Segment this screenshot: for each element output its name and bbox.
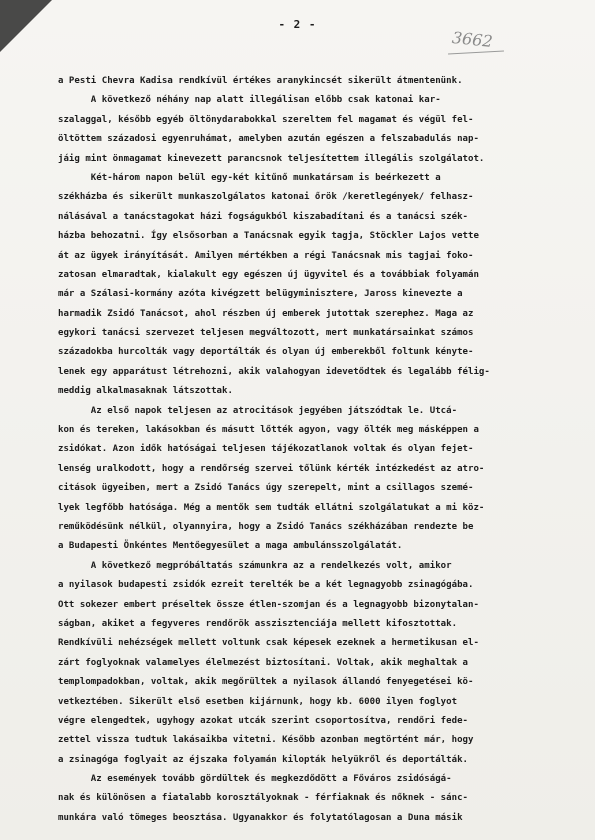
text-line: székházba és sikerült munkaszolgálatos katonai őrök /keretlegények/ felhasz- [58, 192, 474, 203]
text-line: a zsinagóga foglyait az éjszaka folyamán kilopták helyükről és deportálták. [58, 754, 469, 765]
text-line: a Pesti Chevra Kadisa rendkívül értékes aranykincsét sikerült átmentenünk. [58, 76, 463, 86]
text-line: A következő megpróbáltatás számunkra az a rendelkezés volt, amikor [58, 560, 452, 571]
text-line: templompadokban, voltak, akik megőrültek a nyilasok állandó fenyegetései kö- [58, 677, 474, 688]
text-line: A következő néhány nap alatt illegálisan előbb csak katonai kar- [58, 95, 441, 106]
text-line: nálásával a tanácstagokat házi fogságukból kiszabadítani és a tanácsi szék- [58, 211, 469, 222]
text-line: Ott sokezer embert préseltek össze étlen-szomjan és a legnagyobb bizonytalan- [58, 599, 479, 610]
text-line: ságban, akiket a fegyveres rendőrök asszisztenciája mellett kifosztottak. [58, 618, 458, 629]
text-line: már a Szálasi-kormány azóta kivégzett belügyminisztere, Jaross kinevezte a [58, 289, 463, 300]
text-line: Az első napok teljesen az atrocitások jegyében játszódtak le. Utcá- [58, 405, 458, 416]
text-line: Az események tovább gördültek és megkezdődött a Főváros zsidóságá- [58, 774, 452, 785]
text-line: zsidókat. Azon idők hatóságai teljesen tájékozatlanok voltak és olyan fejet- [58, 444, 474, 455]
text-line: citások ügyeiben, mert a Zsidó Tanács úgy szerepelt, mint a csillagos szemé- [58, 483, 474, 494]
text-line: zettel vissza tudtuk lakásaikba vitetni. Később azonban megtörtént már, hogy [58, 735, 474, 746]
text-line: munkára való tömeges beosztása. Ugyanakkor és folytatólagosan a Duna másik [58, 812, 463, 823]
text-line: zatosan elmaradtak, kialakult egy egészen új ügyvitel és a továbbiak folyamán [58, 269, 479, 280]
typewritten-text [58, 72, 550, 828]
handwritten-note: 3662 [451, 27, 494, 52]
text-line: kon és tereken, lakásokban és másutt lőtték agyon, vagy ölték meg másképpen a [58, 425, 479, 436]
text-line: vetkeztében. Sikerült első esetben kijárnunk, hogy kb. 6000 ilyen foglyot [58, 696, 458, 707]
text-line: házba behozatni. Így elsősorban a Tanácsnak egyik tagja, Stöckler Lajos vette [58, 231, 479, 242]
text-line: öltöttem századosi egyenruhámat, amelyben azután egészen a felszabadulás nap- [58, 134, 479, 145]
text-line: át az ügyek irányítását. Amilyen mértékben a régi Tanácsnak mis tagjai foko- [58, 250, 474, 261]
text-line: harmadik Zsidó Tanácsot, ahol részben új emberek jutottak szerephez. Maga az [58, 308, 474, 319]
handwritten-underline [448, 51, 504, 55]
text-line: lenek egy apparátust létrehozni, akik valahogyan idevetődtek és legalább félig- [58, 366, 490, 377]
text-line: Két-három napon belül egy-két kitűnő munkatársam is beérkezett a [58, 172, 441, 183]
text-line: lenség uralkodott, hogy a rendőrség szervei tőlünk kérték intézkedést az atro- [58, 463, 485, 474]
text-line: jáig mint önmagamat kinevezett parancsnok teljesítettem illegális szolgálatot. [58, 153, 485, 164]
text-line: Rendkívüli nehézségek mellett voltunk csak képesek ezeknek a hermetikusan el- [58, 638, 479, 649]
text-line: végre elengedtek, ugyhogy azokat utcák szerint csoportosítva, rendőri fede- [58, 715, 469, 726]
text-line: szalaggal, később egyéb öltönydarabokkal szereltem fel magamat és végül fel- [58, 114, 474, 125]
text-line: lyek legfőbb hatósága. Még a mentők sem tudták ellátni szolgálatukat a mi köz- [58, 502, 485, 513]
text-line: a Budapesti Önkéntes Mentőegyesület a maga ambulánsszolgálatát. [58, 541, 403, 552]
text-line: reműködésünk nélkül, olyannyira, hogy a Zsidó Tanács székházában rendezte be [58, 521, 474, 532]
text-line: a nyilasok budapesti zsidók ezreit terelték be a két legnagyobb zsinagógába. [58, 580, 474, 591]
text-line: egykori tanácsi szervezet teljesen megváltozott, mert munkatársainkat számos [58, 328, 474, 339]
text-line: meddig alkalmasaknak látszottak. [58, 386, 233, 397]
text-line: zárt foglyoknak valamelyes élelmezést biztosítani. Voltak, akik meghaltak a [58, 657, 469, 668]
text-line: nak és különösen a fiatalabb korosztályoknak - férfiaknak és nőknek - sánc- [58, 793, 469, 804]
page-number: - 2 - [278, 18, 317, 31]
text-line: századokba hurcolták vagy deportálták és olyan új emberekből foltunk kénytе- [58, 347, 474, 358]
